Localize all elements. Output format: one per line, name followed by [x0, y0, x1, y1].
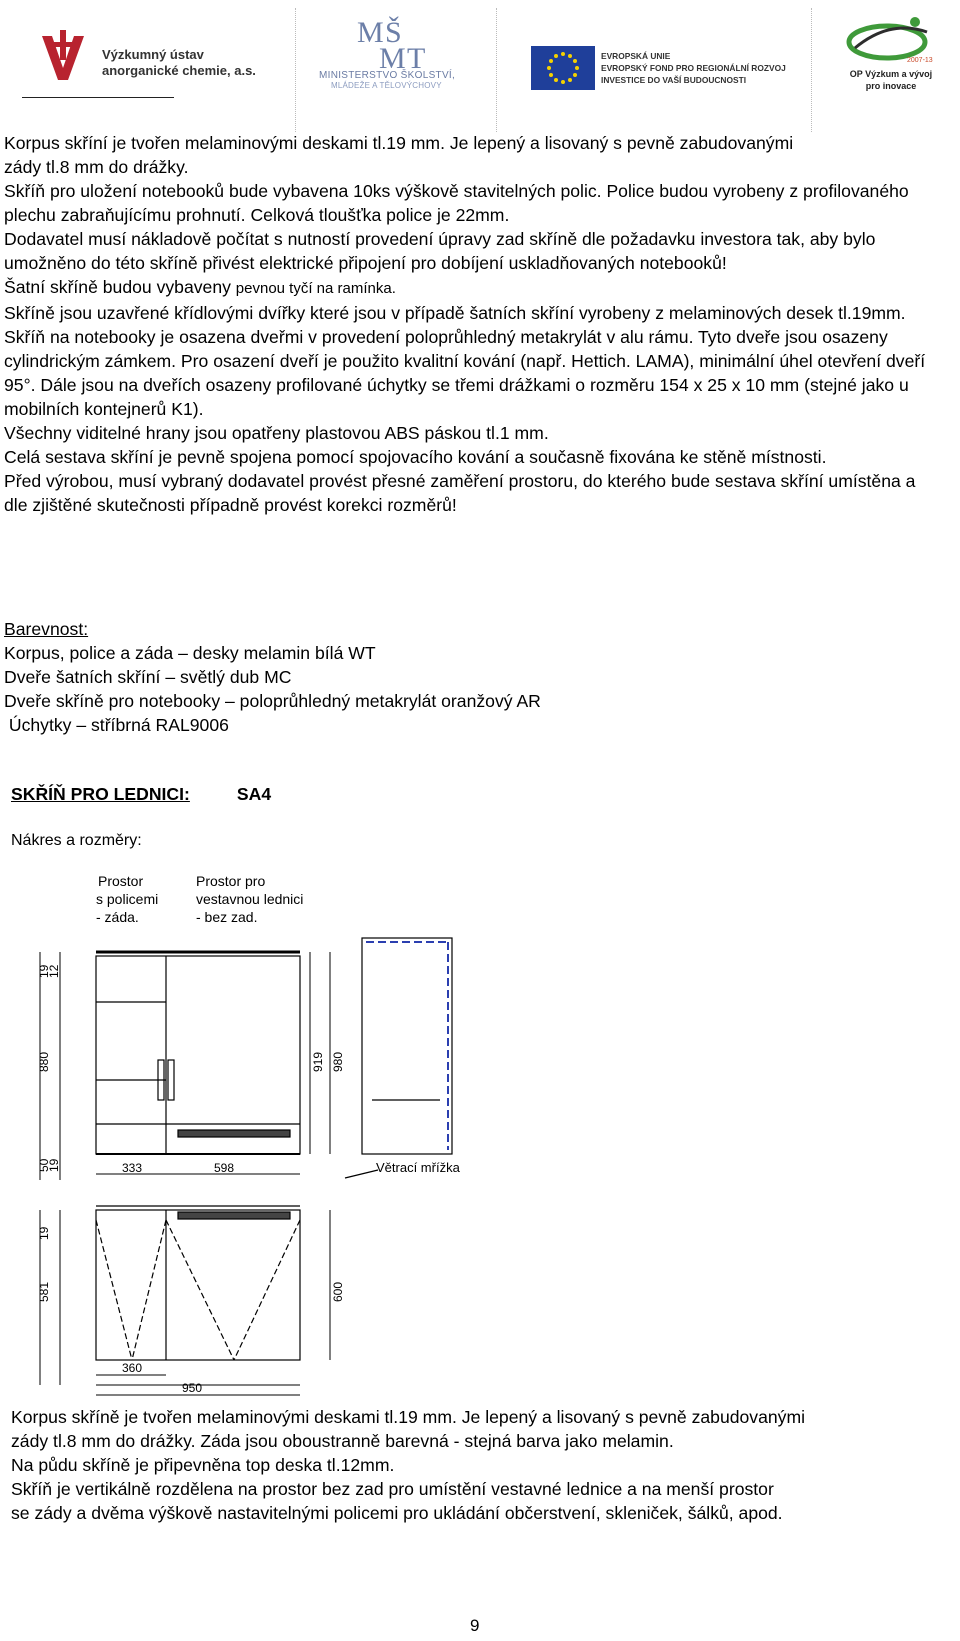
svg-text:19: 19 [47, 1158, 61, 1172]
drawing-label-right: Prostor pro [196, 873, 266, 889]
svg-text:598: 598 [214, 1161, 235, 1175]
cabinet-side-view [345, 938, 452, 1178]
paragraph: Všechny viditelné hrany jsou opatřeny plastovou ABS páskou tl.1 mm. [4, 423, 549, 443]
paragraph: Korpus skříní je tvořen melaminovými deskami tl.19 mm. Je lepený a lisovaný s pevně zabudovanými zády tl.8 mm do drážky. [4, 133, 794, 177]
svg-text:2007-13: 2007-13 [907, 57, 933, 64]
svg-text:50: 50 [37, 1158, 51, 1172]
svg-text:M: M [357, 16, 384, 49]
color-item: Dveře šatních skříní – světlý dub MC [4, 667, 292, 687]
eu-text: EVROPSKÁ UNIE EVROPSKÝ FOND PRO REGIONÁLNÍ ROZVOJ INVESTICE DO VAŠÍ BUDOUCNOSTI [601, 51, 786, 85]
cabinet-front-view [96, 952, 300, 1154]
svg-text:19: 19 [37, 1226, 51, 1240]
drawing-label-left: s policemi [96, 891, 159, 907]
svg-text:Š: Š [385, 16, 402, 49]
vuac-name: Výzkumný ústav anorganické chemie, a.s. [102, 47, 256, 78]
drawing-label-right: - bez zad. [196, 909, 258, 925]
paragraph: Na půdu skříně je připevněna top deska tl.12mm. [11, 1455, 395, 1475]
paragraph: Korpus skříně je tvořen melaminovými deskami tl.19 mm. Je lepený a lisovaný s pevně zabudovanými zády tl.8 mm do drážky. Záda jsou oboustranně barevná - stejná barva jako melamin. [11, 1407, 806, 1451]
svg-text:12: 12 [47, 964, 61, 978]
svg-text:19: 19 [37, 964, 51, 978]
svg-text:600: 600 [331, 1281, 345, 1302]
paragraph: Celá sestava skříní je pevně spojena pomocí spojovacího kování a současně fixována ke stěně místnosti. [4, 447, 827, 467]
msmt-name: MINISTERSTVO ŠKOLSTVÍ, [319, 70, 456, 81]
paragraph: Skříň na notebooky je osazena dveřmi v provedení poloprůhledný metakrylát v alu rámu. Tyto dveře jsou osazeny cylindrickým zámkem. Pro osazení dveří je použito kvalitní kování (např. Hettich. LAMA), minimální úhel otevření dveří 95°. Dále jsou na dveřích osazeny profilované úchytky se třemi drážkami o rozměru 154 x 25 x 10 mm (stejné jako u mobilních kontejnerů K1). [4, 327, 926, 419]
paragraph: Skříně jsou uzavřené křídlovými dvířky které jsou v případě šatních skříní vyrobeny z melaminových desek tl.19mm. [4, 303, 906, 323]
msmt-name-2: MLÁDEŽE A TĚLOVÝCHOVY [331, 81, 442, 90]
vent-label: Větrací mřížka [376, 1160, 460, 1175]
cabinet-lower-view [96, 1206, 300, 1360]
paragraph: Skříň pro uložení notebooků bude vybavena 10ks výškově stavitelných polic. Police budou vyrobeny z profilovaného plechu zabraňujícímu prohnutí. Celková tloušťka police je 22mm. [4, 181, 909, 225]
svg-text:919: 919 [311, 1051, 325, 1072]
paragraph: Šatní skříně budou vybaveny pevnou tyčí na ramínka. [4, 277, 396, 297]
drawing-label: Nákres a rozměry: [11, 832, 142, 849]
bottom-text [11, 1405, 911, 1525]
colors-heading: Barevnost: [4, 619, 89, 639]
svg-text:M: M [379, 42, 406, 70]
drawing-label-right: vestavnou lednici [196, 891, 304, 907]
dimension-lines [40, 952, 330, 1395]
color-item: Dveře skříně pro notebooky – poloprůhledný metakrylát oranžový AR [4, 691, 541, 711]
paragraph: Skříň je vertikálně rozdělena na prostor bez zad pro umístění vestavné lednice a na menší prostor se zády a dvěma výškově nastavitelnými policemi pro ukládání občerstvení, skleniček, šálků, apod. [11, 1479, 783, 1523]
paragraph: Dodavatel musí nákladově počítat s nutností provedení úpravy zad skříně dle požadavku investora tak, aby bylo umožněno do této skříně přivést elektrické připojení pro dobíjení uskladňovaných notebooků! [4, 229, 876, 273]
svg-text:360: 360 [122, 1361, 143, 1375]
section-title: SKŘÍŇ PRO LEDNICI: [11, 784, 190, 804]
svg-text:950: 950 [182, 1381, 203, 1395]
drawing-label-left: - záda. [96, 909, 139, 925]
color-item: Korpus, police a záda – desky melamin bílá WT [4, 643, 376, 663]
dimension-labels [37, 964, 345, 1395]
color-item: Úchytky – stříbrná RAL9006 [4, 715, 229, 735]
svg-text:980: 980 [331, 1051, 345, 1072]
svg-text:880: 880 [37, 1051, 51, 1072]
page-number: 9 [470, 1616, 480, 1635]
drawing-label-left: Prostor [98, 873, 144, 889]
section-code: SA4 [232, 784, 272, 804]
svg-text:581: 581 [37, 1281, 51, 1302]
paragraph: Před výrobou, musí vybraný dodavatel provést přesné zaměření prostoru, do kterého bude sestava skříní umístěna a dle zjištěné skutečnosti případně provést korekci rozměrů! [4, 471, 916, 515]
svg-text:333: 333 [122, 1161, 143, 1175]
svg-text:T: T [407, 42, 426, 70]
op-text: OP Výzkum a vývoj pro inovace [849, 69, 933, 91]
